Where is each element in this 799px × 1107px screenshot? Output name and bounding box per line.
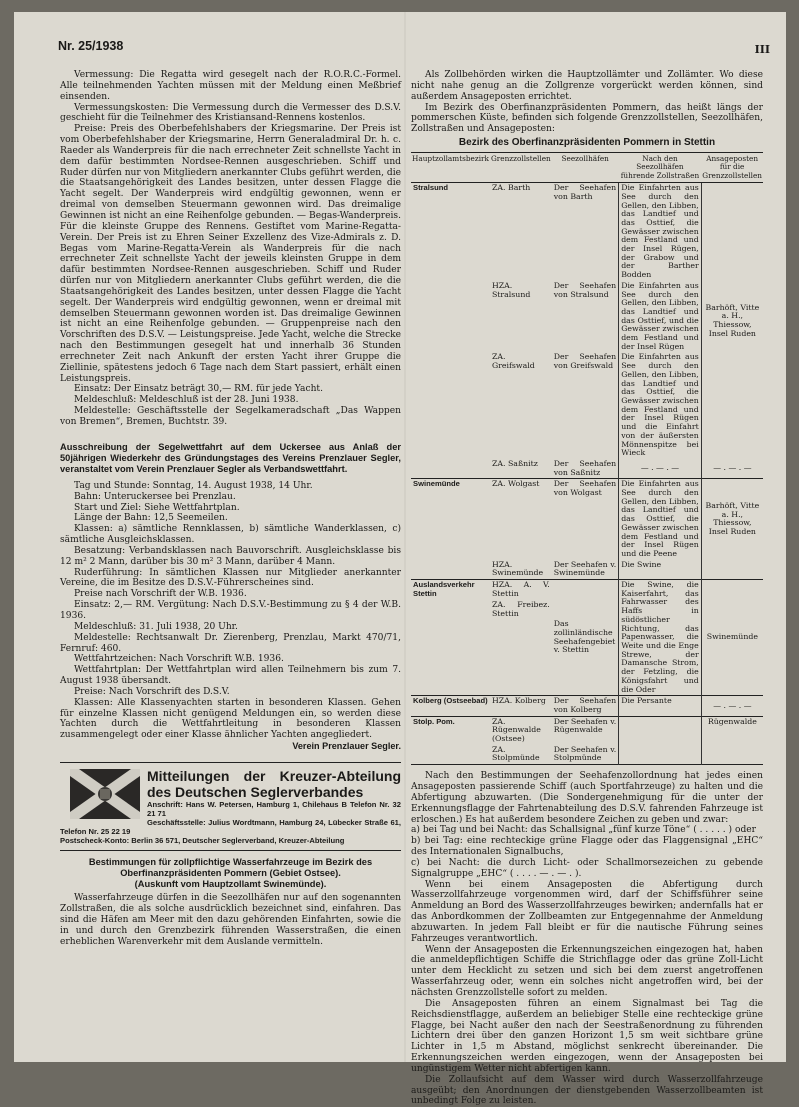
kreuzer-address: Anschrift: Hans W. Petersen, Hamburg 1, Chilehaus B Telefon Nr. 32 21 71 — [147, 799, 401, 819]
strasse-greifswald: Die Einfahrten aus See durch den Gellen, den Libben, das Landtief und das Osttief, die Gewässer zwischen dem Festland und der Insel Rügen und die Einfahrt von der äußersten Mönnenspitze bei Wieck — [619, 352, 702, 458]
item-wettfahrtplan: Wettfahrtplan: Der Wettfahrtplan wird allen Teilnehmern bis zum 7. August 1938 übersandt. — [60, 665, 401, 687]
item-wettfahrtzeichen: Wettfahrtzeichen: Nach Vorschrift W.B. 1936. — [74, 654, 284, 665]
zoll-table — [411, 152, 763, 765]
ansage-sassnitz: — . — . — — [713, 463, 752, 473]
paragraph-ansageposten: Die Ansageposten führen an einem Signalmast bei Tag die Reichsdienstflagge, außerdem an beliebiger Stelle eine rechteckige grüne Flagge, bei Nacht außer den nach der Seestraßenordnung zu führenden Lichtern drei über den ganzen Horizont 1,5 sm weit sichtbare grüne Lichter in 1,5 m Abstand, möglichst senkrecht übereinander. Die Erkennungszeichen werden eingezogen, wenn der Ansageposten bei ungünstigem Wetter nicht abfertigen kann. — [411, 998, 763, 1074]
kreuzer-postscheck: Postscheck-Konto: Berlin 36 571, Deutscher Seglerverband, Kreuzer-Abteilung — [60, 836, 345, 846]
signal-item-a: a) bei Tag und bei Nacht: das Schallsignal „fünf kurze Töne“ ( . . . . . ) oder — [411, 825, 757, 836]
item-laenge: Länge der Bahn: 12,5 Seemeilen. — [74, 513, 228, 524]
stelle-av-stettin: HZA. A. V. Stettin — [491, 580, 550, 598]
signal-item-c: c) bei Nacht: die durch Licht- oder Schallmorsezeichen zu gebende Signalgruppe „EHC“ ( . . . . — . — . ). — [411, 857, 763, 879]
strasse-stralsund: Die Einfahrten aus See durch den Gellen, den Libben, das Landtief und das Osttief, und die Gewässer zwischen dem Festland und der Insel Rügen — [619, 281, 702, 353]
table-header-row — [411, 152, 763, 182]
paragraph-zollbehoerden: Als Zollbehörden wirken die Hauptzollämter und Zollämter. Wo diese nicht nahe genug an die Zollgrenze vorgerückt werden können, sind außerdem Ansageposten errichtet. — [411, 70, 763, 102]
ansage-wolgast: Barhöft, Vitte a. H., Thiessow, Insel Ruden — [701, 479, 763, 560]
hafen-swinemuende: Der Seehafen v. Swinemünde — [553, 559, 617, 578]
stelle-swinemuende: HZA. Swinemünde — [491, 559, 544, 578]
header-zollstrassen: Nach den Seezollhäfen führende Zollstraßen — [619, 152, 702, 182]
header-seezollhaefen: Seezollhäfen — [552, 152, 619, 182]
hafen-greifswald: Der Seehafen von Greifswald — [553, 352, 617, 371]
stelle-stralsund: HZA. Stralsund — [491, 280, 531, 299]
kreuzer-office: Geschäftsstelle: Julius Wordtmann, Hamburg 24, Lübecker Straße 61, Telefon Nr. 25 22 19 — [60, 818, 401, 837]
bezirk-stolp: Stolp. Pom. — [411, 716, 490, 745]
paragraph-zollaufsicht: Die Zollaufsicht auf dem Wasser wird durch Wasserzollfahrzeuge ausgeübt; den Anordnungen der dienstgebenden Wasserzollbeamten ist unbedingt Folge zu leisten. — [411, 1074, 763, 1107]
bezirk-stralsund: Stralsund — [413, 183, 449, 193]
strasse-wolgast: Die Einfahrten aus See durch den Gellen, den Libben, das Landtief und das Osttief, die Gewässer zwischen dem Festland und der Insel Rügen und die Peene — [619, 479, 702, 560]
header-hauptzollamt: Hauptzollamtsbezirk — [411, 152, 490, 182]
table-row — [411, 716, 763, 745]
item-start-ziel: Start und Ziel: Siehe Wettfahrtplan. — [74, 502, 240, 513]
paragraph-einsatz: Einsatz: Der Einsatz beträgt 30,— RM. für jede Yacht. — [74, 384, 323, 395]
hafen-barth: Der Seehafen von Barth — [553, 183, 617, 201]
table-row — [411, 745, 763, 765]
item-ruderfuehrung: Ruderführung: In sämtlichen Klassen nur Mitglieder anerkannter Vereine, die im Besitze des D.S.V.-Führerscheines sind. — [60, 567, 401, 589]
ansage-ruegenwalde: Rügenwalde — [701, 716, 763, 745]
paragraph-bezirk: Im Bezirk des Oberfinanzpräsidenten Pommern, das heißt längs der pommerschen Küste, befinden sich folgende Grenzzollstellen, Seezollhäfen, Zollstraßen und Ansageposten: — [411, 102, 763, 135]
table-row — [411, 580, 763, 696]
hafen-wolgast: Der Seehafen von Wolgast — [552, 479, 619, 560]
table-title: Bezirk des Oberfinanzpräsidenten Pommern in Stettin — [458, 137, 716, 149]
hafen-stolpmuende: Der Seehafen v. Stolpmünde — [553, 744, 617, 763]
hafen-sassnitz: Der Seehafen von Saßnitz — [553, 458, 617, 477]
stelle-stettin — [490, 580, 552, 696]
paragraph-vermessungskosten: Vermessungskosten: Die Vermessung durch die Vermesser des D.S.V. geschieht für die Teilnehmer des Kristiansand-Rennens kostenlos. — [60, 102, 401, 124]
item-klassen-yachten: Klassen: Alle Klassenyachten starten in besonderen Klassen. Gehen für einzelne Klassen nicht genügend Meldungen ein, so werden diese Yachten durch die Wettfahrtleitung in besonderen Klassen zusammengelegt oder einer Klasse ähnlicher Yachten angegliedert. — [60, 697, 401, 741]
item-einsatz: Einsatz: 2,— RM. Vergütung: Nach D.S.V.-Bestimmung zu § 4 der W.B. 1936. — [60, 600, 401, 621]
table-row — [411, 560, 763, 580]
stelle-barth: ZA. Barth — [491, 183, 531, 193]
left-column — [60, 70, 401, 948]
item-tag-und-stunde: Tag und Stunde: Sonntag, 14. August 1938, 14 Uhr. — [74, 480, 313, 491]
bezirk-stettin: Auslandsverkehr Stettin — [411, 580, 490, 696]
signal-item-b: b) bei Tag: eine rechteckige grüne Flagge oder das Flaggensignal „EHC“ des Internationalen Signalbuchs, — [411, 836, 763, 858]
item-besatzung: Besatzung: Verbandsklassen nach Bauvorschrift. Ausgleichsklasse bis 12 m² 2 Mann, darüber bis 30 m² 3 Mann, darüber 4 Mann. — [60, 545, 401, 567]
strasse-kolberg: Die Persante — [619, 696, 702, 716]
bezirk-kolberg: Kolberg (Ostseebad) — [411, 696, 490, 716]
kreuzer-abteilung-box — [60, 762, 401, 851]
hafen-ruegenwalde: Der Seehafen v. Rügenwalde — [552, 716, 619, 745]
item-klassen: Klassen: a) sämtliche Rennklassen, b) sämtliche Wanderklassen, c) sämtliche Ausgleichsklassen. — [60, 524, 401, 546]
document-page — [14, 12, 786, 1107]
header-ansageposten: Ansageposten für die Grenzzollstellen — [701, 152, 763, 182]
paragraph-wasserfahrzeuge: Wasserfahrzeuge dürfen in die Seezollhäfen nur auf den sogenannten Zollstraßen, die als solche ausdrücklich bezeichnet sind, einfahren. Das sind die Häfen am Meer mit den dazu gehörenden Einfahrten, sowie die in und durch den Grenzbezirk führenden Wasserstraßen, die einen erheblichen Warenverkehr mit dem Auslande vermitteln. — [60, 893, 401, 947]
item-bahn: Bahn: Unteruckersee bei Prenzlau. — [74, 491, 236, 502]
item-preise-dsv: Preise: Nach Vorschrift des D.S.V. — [74, 686, 230, 697]
stelle-wolgast: ZA. Wolgast — [490, 479, 552, 560]
ansage-kolberg: — . — . — — [701, 696, 763, 716]
signature-verein: Verein Prenzlauer Segler. — [292, 741, 401, 752]
stelle-ruegenwalde: ZA. Rügenwalde (Ostsee) — [490, 716, 552, 745]
stelle-stolpmuende: ZA. Stolpmünde — [491, 744, 540, 763]
section-subheading-zoll: (Auskunft vom Hauptzollamt Swinemünde). — [134, 878, 327, 889]
table-row — [411, 459, 763, 479]
issue-number: Nr. 25/1938 — [58, 39, 124, 53]
ansage-stettin: Swinemünde — [701, 580, 763, 696]
stelle-greifswald: ZA. Greifswald — [491, 352, 535, 371]
page-fold — [404, 12, 406, 1062]
paragraph-meldeschluss: Meldeschluß: Meldeschluß ist der 28. Juni 1938. — [74, 395, 299, 406]
stelle-freibez-stettin: ZA. Freibez. Stettin — [491, 600, 550, 619]
kreuzer-flag-icon — [70, 769, 140, 819]
section-heading-zoll: Bestimmungen für zollpflichtige Wasserfahrzeuge im Bezirk des Oberfinanzpräsidenten Pommern (Gebiet Ostsee). — [88, 856, 373, 878]
hafen-kolberg: Der Seehafen von Kolberg — [552, 696, 619, 716]
hafen-stralsund: Der Seehafen von Stralsund — [553, 280, 617, 299]
stelle-kolberg: HZA. Kolberg — [490, 696, 552, 716]
paragraph-erkennungszeichen: Wenn der Ansageposten die Erkennungszeichen eingezogen hat, haben die anmeldepflichtigen Schiffe die Strichflagge oder das grüne Zoll-Licht unter dem Hecklicht zu setzen und sich bei dem zuerst angetroffenen Wasserfahrzeug oder, wenn ein solches nicht angetroffen wird, bei der nächsten Grenzzollstelle sofort zu melden. — [411, 944, 763, 998]
header-grenzzollstellen: Grenzzollstellen — [490, 152, 552, 182]
item-meldestelle: Meldestelle: Rechtsanwalt Dr. Zierenberg, Prenzlau, Markt 470/71, Fernruf: 460. — [60, 632, 401, 654]
strasse-swinemuende: Die Swine — [619, 560, 702, 580]
strasse-sassnitz: — . — . — — [619, 459, 702, 479]
kreuzer-title: Mitteilungen der Kreuzer-Abteilung des Deutschen Seglerverbandes — [147, 767, 401, 800]
table-row — [411, 183, 763, 281]
paragraph-preise: Preise: Preis des Oberbefehlshabers der Kriegsmarine. Der Preis ist vom Oberbefehlshaber der Kriegsmarine, Herrn Generaladmiral Dr. h. c. Raeder als Wanderpreis für die nach errechneter Zeit schnellste Yacht in dem dafür bestimmten Nordsee-Rennen ausgeschrieben. Schiff und Ruder dürfen nur von Mitgliedern anerkannter Clubs geführt werden, die die Staatsangehörigkeit des Landes besitzen, unter dessen Flagge die Yacht segelt. Der Wanderpreis wird endgültig gewonnen, wenn er dreimal von demselben Steuermann gewonnen wird. Das dreimalige Gewinnen ist nicht an eine Reihenfolge gebunden. — Begas-Wanderpreis. Für die kleinste Gruppe des Rennens. Gestiftet vom Marine-Regatta-Verein. Der Preis ist zu Ehren Seiner Exzellenz des Vize-Admirals z. D. Begas vom Marine-Regatta-Verein als Wanderpreis für die nach errechneter Zeit schnellste Yacht der jeweils kleinsten Gruppe in dem dafür bestimmten Nordsee-Rennen ausgeschrieben. Schiff und Ruder dürfen nur von Mitgliedern anerkannter Clubs geführt werden, die die Staatsangehörigkeit des Landes besitzen, unter dessen Flagge die Yacht segelt. Der Wanderpreis wird endgültig gewonnen, wenn er dreimal mit demselben Steuermann gewonnen worden ist. Das dreimalige Gewinnen ist nicht an eine Reihenfolge gebunden. — Gruppenpreise nach den Vorschriften des D.S.V. — Leistungspreise. Jede Yacht, welche die Strecke nach den Bestimmungen gesegelt hat und innerhalb 36 Stunden errechneter Zeit nach Ankunft der ersten Yacht ihrer Gruppe die Ziellinie, spätestens jedoch 6 Tage nach dem Start passiert, erhält einen Leistungspreis. — [60, 124, 401, 384]
stelle-sassnitz: ZA. Saßnitz — [491, 458, 538, 468]
ansage-stralsund: Barhöft, Vitte a. H., Thiessow, Insel Ruden — [705, 302, 760, 338]
bezirk-swinemuende: Swinemünde — [411, 479, 490, 560]
paragraph-abfertigung: Wenn bei einem Ansageposten die Abfertigung durch Wasserzollfahrzeuge vorgenommen wird, darf der Schiffsführer seine Anmeldung an Bord des Wasserzollfahrzeuges bewirken; andernfalls hat er das Anbordkommen der Zollbeamten zur Entgegennahme der Anmeldung abzuwarten. In jedem Fall bleibt er für die nautische Führung seines Fahrzeuges verantwortlich. — [411, 879, 763, 944]
section-heading-uckersee: Ausschreibung der Segelwettfahrt auf dem Uckersee aus Anlaß der 50jährigen Wiederkehr des Gründungstages des Vereins Prenzlauer Segler, veranstaltet vom Verein Prenzlauer Segler als Verbandswettfahrt. — [60, 441, 401, 474]
table-row — [411, 479, 763, 560]
item-preise: Preise nach Vorschrift der W.B. 1936. — [74, 589, 247, 600]
paragraph-seehafenzollordnung: Nach den Bestimmungen der Seehafenzollordnung hat jedes einen Ansageposten passierende Schiff (auch Sportfahrzeuge) zu halten und die Abfertigung abzuwarten. (Die Sondergenehmigung für die unter der Erkennungsflagge der Fahrtenabteilung des D.S.V. fahrenden Fahrzeuge ist erloschen.) Es hat außerdem besondere Zeichen zu geben und zwar: — [411, 771, 763, 825]
paragraph-meldestelle: Meldestelle: Geschäftsstelle der Segelkameradschaft „Das Wappen von Bremen“, Bremen, Buchtstr. 39. — [60, 406, 401, 427]
strasse-stettin: Die Swine, die Kaiserfahrt, das Fahrwasser des Haffs in südöstlicher Richtung, das Papenwasser, die Weite und die Enge Strewe, der Damansche Strom, der Fetzling, die Königsfahrt und die Oder — [619, 580, 702, 696]
table-row — [411, 696, 763, 716]
paragraph-vermessung: Vermessung: Die Regatta wird gesegelt nach der R.O.R.C.-Formel. Alle teilnehmenden Yachten müssen mit der Meldung einen Meßbrief einsenden. — [60, 70, 401, 102]
strasse-barth: Die Einfahrten aus See durch den Gellen, den Libben, das Landtief und das Osttief, die Gewässer zwischen dem Festland und der Insel Rügen, der Grabow und der Barther Bodden — [619, 183, 702, 281]
hafen-stettin: Das zollinländische Seehafengebiet v. Stettin — [552, 580, 619, 696]
right-column — [411, 70, 763, 1107]
item-meldeschluss: Meldeschluß: 31. Juli 1938, 20 Uhr. — [74, 621, 238, 632]
page-number: III — [754, 43, 770, 56]
